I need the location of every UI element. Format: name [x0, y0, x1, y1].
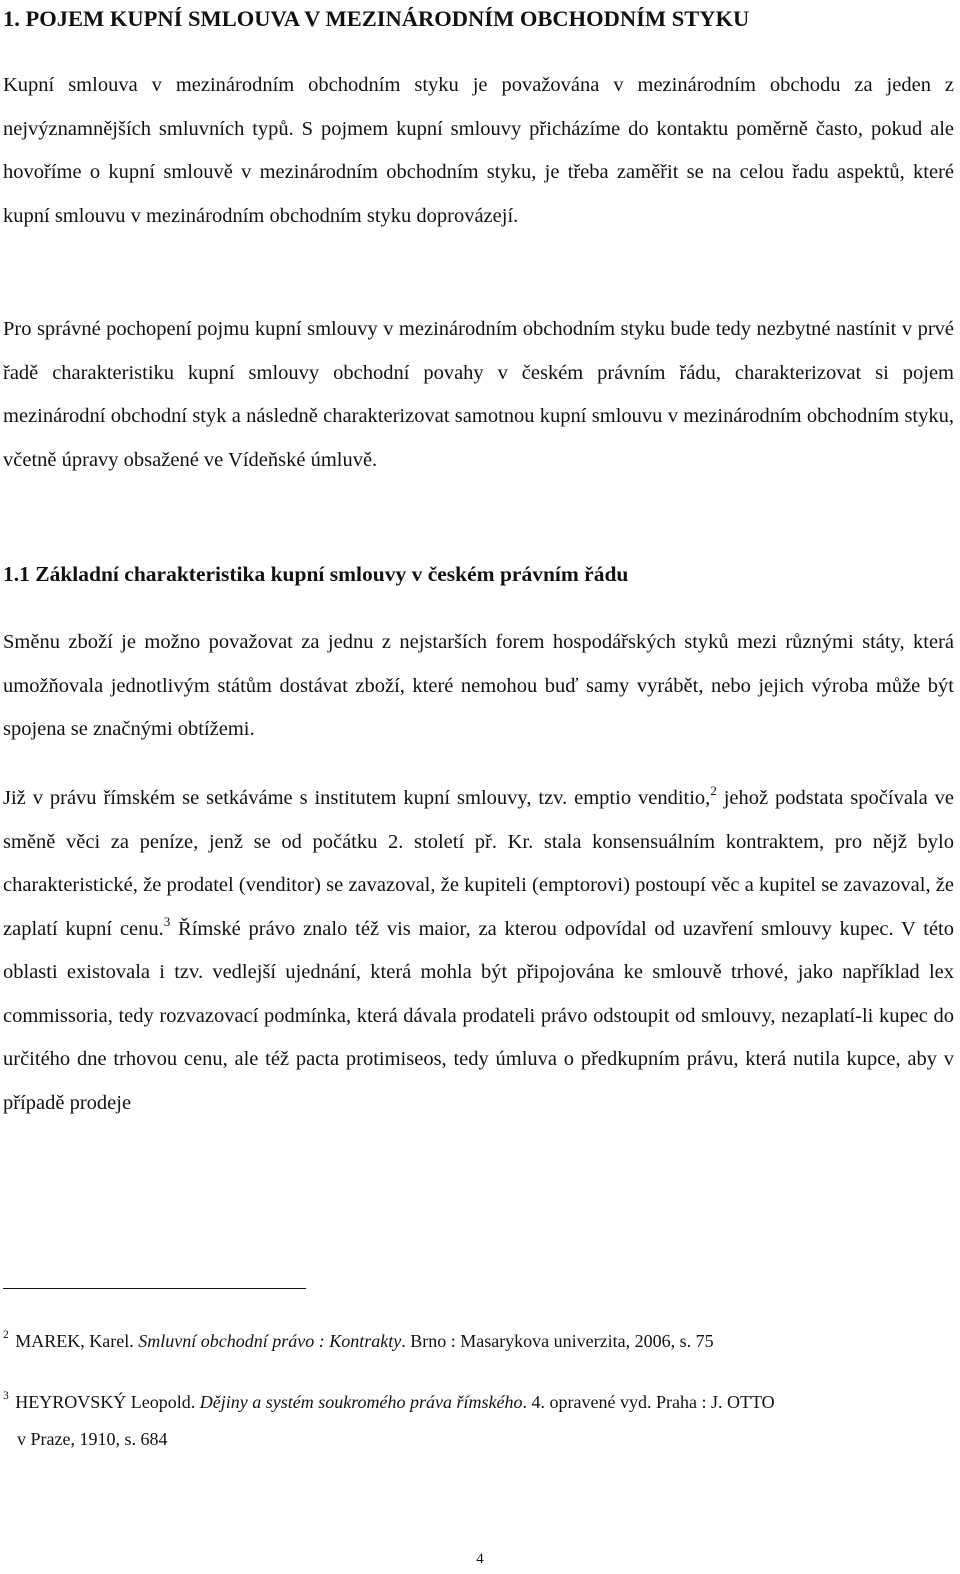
paragraph-scope: Pro správné pochopení pojmu kupní smlouvy v mezinárodním obchodním styku bude tedy nezbytné nastínit v prvé řadě charakteristiku kupní smlouvy obchodní povahy v českém právním řádu, charakterizovat si pojem mezinárodní obchodní styk a následně charakterizovat samotnou kupní smlouvu v mezinárodním obchodním styku, včetně úpravy obsažené ve Vídeňské úmluvě. — [3, 318, 954, 471]
footnote-3-number: 3 — [3, 1390, 9, 1402]
paragraph-roman-law-part-3: Římské právo znalo též vis maior, za kterou odpovídal od uzavření smlouvy kupec. V této oblasti existovala i tzv. vedlejší ujednání, která mohla být připojována ke smlouvě trhové, jako například lex commissoria, tedy rozvazovací podmínka, která dávala prodateli právo odstoupit od smlouvy, nezaplatí-li kupec do určitého dne trhovou cenu, ale též pacta protimiseos, tedy úmluva o předkupním právu, která nutila kupce, aby v případě prodeje — [3, 917, 954, 1114]
footnote-3-continuation: v Praze, 1910, s. 684 — [17, 1429, 168, 1449]
footnote-3-publication: . 4. opravené vyd. Praha : J. OTTO — [522, 1392, 775, 1412]
footnote-2-author: MAREK, Karel. — [10, 1331, 139, 1351]
paragraph-roman-law-part-1: Již v právu římském se setkáváme s institutem kupní smlouvy, tzv. emptio venditio, — [3, 787, 711, 809]
footnote-reference-3: 3 — [163, 913, 171, 929]
footnote-2 — [3, 1323, 954, 1360]
footnote-reference-2: 2 — [710, 783, 717, 798]
footnote-3 — [3, 1384, 954, 1458]
footnote-3-work-title: Dějiny a systém soukromého práva římského — [199, 1392, 523, 1412]
paragraph-roman-law-part-2: jehož podstata spočívala ve směně věci za peníze, jenž se od počátku 2. století př. Kr. stala konsensuálním kontraktem, pro nějž bylo charakteristické, že prodatel (venditor) se zavazoval, že kupiteli (emptorovi) postoupí věc a kupitel se zavazoval, že zaplatí kupní cenu. — [3, 787, 954, 940]
paragraph-intro: Kupní smlouva v mezinárodním obchodním styku je považována v mezinárodním obchodu za jeden z nejvýznamnějších smluvních typů. S pojmem kupní smlouvy přicházíme do kontaktu poměrně často, pokud ale hovoříme o kupní smlouvě v mezinárodním obchodním styku, je třeba zaměřit se na celou řadu aspektů, které kupní smlouvu v mezinárodním obchodním styku doprovázejí. — [3, 74, 954, 227]
page-number: 4 — [476, 1551, 484, 1567]
footnote-divider — [3, 1288, 306, 1289]
footnote-2-publication: . Brno : Masarykova univerzita, 2006, s. 75 — [401, 1331, 714, 1351]
footnote-2-number: 2 — [3, 1329, 9, 1341]
footnote-2-work-title: Smluvní obchodní právo : Kontrakty — [138, 1331, 402, 1351]
paragraph-trade-history: Směnu zboží je možno považovat za jednu z nejstarších forem hospodářských styků mezi různými státy, která umožňovala jednotlivým státům dostávat zboží, které nemohou buď samy vyrábět, nebo jejich výroba může být spojena se značnými obtížemi. — [3, 631, 954, 740]
section-heading: 1.1 Základní charakteristika kupní smlouvy v českém právním řádu — [3, 562, 629, 586]
chapter-title: 1. POJEM KUPNÍ SMLOUVA V MEZINÁRODNÍM OBCHODNÍM STYKU — [3, 6, 750, 31]
paragraph-roman-law — [3, 777, 954, 1125]
footnote-3-author: HEYROVSKÝ Leopold. — [10, 1392, 200, 1412]
